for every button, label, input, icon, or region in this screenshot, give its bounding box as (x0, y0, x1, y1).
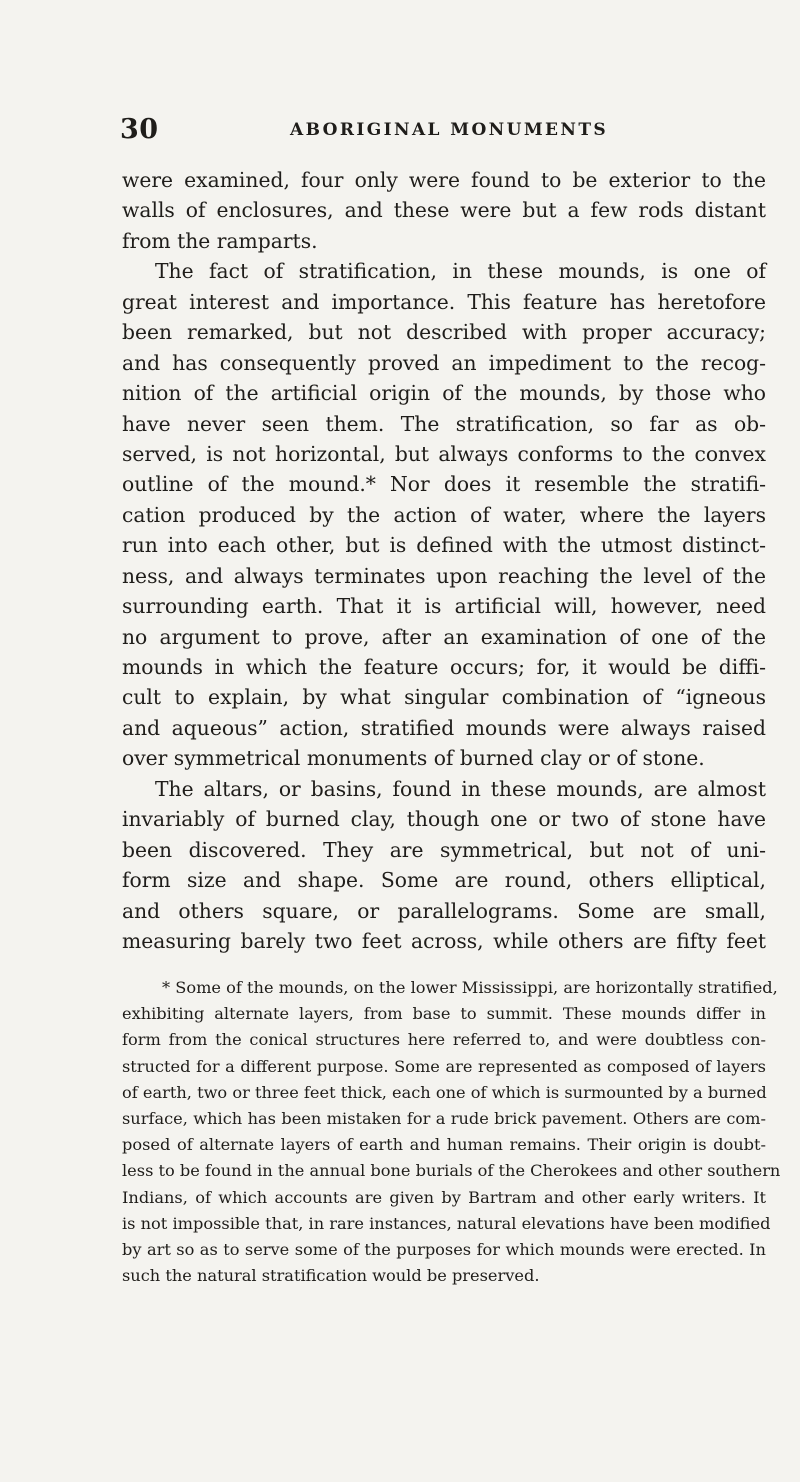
running-title: ABORIGINAL MONUMENTS (290, 120, 609, 140)
text-line: measuring barely two feet across, while others are fifty feet (122, 928, 766, 953)
footnote-line: structed for a different purpose. Some are represented as composed of layers (122, 1056, 766, 1076)
text-line: been discovered. They are symmetrical, but not of uni- (122, 837, 766, 862)
text-line: The fact of stratification, in these mounds, is one of (155, 259, 766, 284)
footnote-line: Indians, of which accounts are given by Bartram and other early writers. It (122, 1187, 766, 1207)
text-line: from the ramparts. (122, 228, 318, 253)
text-line: were examined, four only were found to be exterior to the (122, 168, 766, 192)
footnote-line: * Some of the mounds, on the lower Mississippi, are horizontally stratified, (162, 978, 778, 997)
text-line: run into each other, but is defined with the utmost distinct- (122, 533, 766, 558)
text-line: ness, and always terminates upon reaching the level of the (122, 563, 766, 588)
text-line: and aqueous” action, stratified mounds were always raised (122, 715, 766, 740)
text-line: walls of enclosures, and these were but a few rods distant (122, 198, 766, 223)
text-line: mounds in which the feature occurs; for, it would be diffi- (122, 655, 766, 679)
footnote-line: less to be found in the annual bone burials of the Cherokees and other southern (122, 1161, 781, 1181)
footnote-line: is not impossible that, in rare instances, natural elevations have been modified (122, 1213, 771, 1233)
text-line: no argument to prove, after an examination of one of the (122, 624, 766, 649)
text-line: have never seen them. The stratification, so far as ob- (122, 411, 766, 436)
text-line: served, is not horizontal, but always conforms to the convex (122, 441, 766, 466)
body-text (122, 165, 766, 956)
text-line: nition of the artificial origin of the mounds, by those who (122, 381, 766, 406)
text-line: great interest and importance. This feature has heretofore (122, 289, 766, 314)
running-head (120, 114, 770, 154)
text-line: and has consequently proved an impediment to the recog- (122, 350, 766, 375)
footnote (122, 975, 781, 1289)
text-line: outline of the mound.* Nor does it resemble the stratifi- (122, 472, 766, 497)
text-line: over symmetrical monuments of burned clay or of stone. (122, 746, 705, 771)
footnote-line: posed of alternate layers of earth and human remains. Their origin is doubt- (122, 1135, 766, 1155)
text-line: surrounding earth. That it is artificial will, however, need (122, 594, 766, 619)
footnote-line: exhibiting alternate layers, from base to summit. These mounds differ in (122, 1004, 766, 1024)
footnote-line: form from the conical structures here referred to, and were doubtless con- (122, 1030, 766, 1050)
text-line: invariably of burned clay, though one or two of stone have (122, 807, 766, 832)
text-line: cult to explain, by what singular combination of “igneous (122, 685, 766, 710)
text-line: form size and shape. Some are round, others elliptical, (122, 868, 766, 893)
footnote-line: surface, which has been mistaken for a rude brick pavement. Others are com- (122, 1108, 766, 1128)
footnote-line: such the natural stratification would be preserved. (122, 1266, 540, 1286)
text-line: and others square, or parallelograms. Some are small, (122, 898, 766, 923)
footnote-line: by art so as to serve some of the purposes for which mounds were erected. In (122, 1239, 766, 1259)
text-line: The altars, or basins, found in these mounds, are almost (155, 776, 766, 801)
text-line: cation produced by the action of water, where the layers (122, 502, 766, 527)
text-line: been remarked, but not described with proper accuracy; (122, 320, 766, 345)
page-number: 30 (120, 114, 159, 145)
footnote-line: of earth, two or three feet thick, each one of which is surmounted by a burned (122, 1082, 767, 1102)
